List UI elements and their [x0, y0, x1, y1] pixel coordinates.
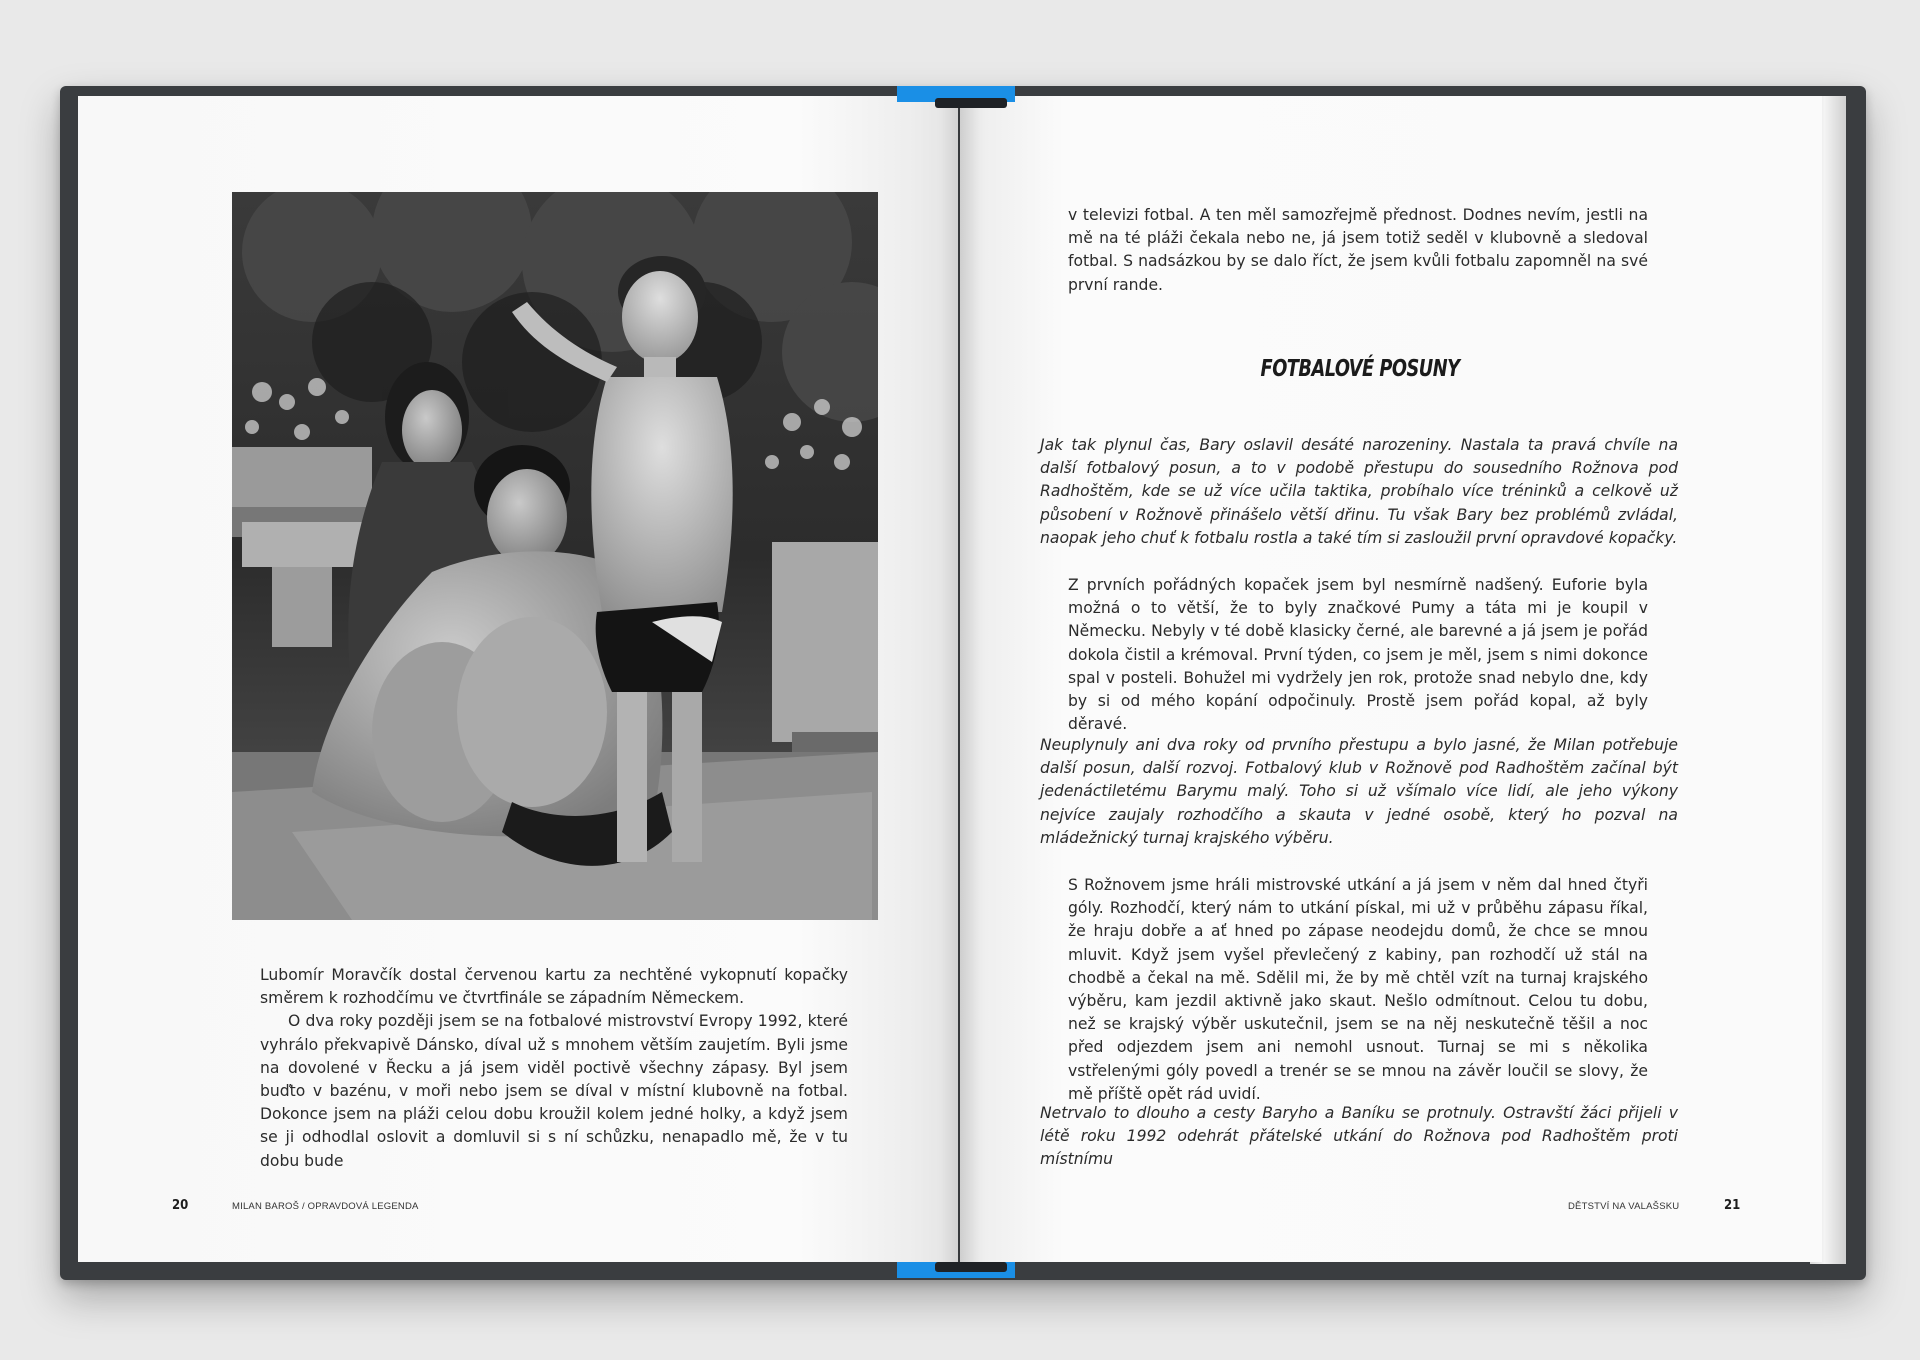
right-page-number: 21	[1724, 1198, 1741, 1213]
right-paragraph-3	[1068, 574, 1648, 736]
right-paragraph-1-text: v televizi fotbal. A ten měl samozřejmě přednost. Dodnes nevím, jestli na mě na té pláži čekala nebo ne, já jsem totiž seděl v klubovně a sledoval fotbal. S nadsázkou by se dalo říct, že jsem kvůli fotbalu zapomněl na své první rande.	[1068, 206, 1648, 294]
headband-bottom	[935, 1262, 1007, 1272]
left-paragraph-1: Lubomír Moravčík dostal červenou kartu za nechtěné vykopnutí kopačky směrem k rozhodčímu ve čtvrtfinále se západním Německem.	[260, 966, 848, 1008]
right-paragraph-2-text: Jak tak plynul čas, Bary oslavil desáté narozeniny. Nastala ta pravá chvíle na další fotbalový posun, a to v podobě přestupu do sousedního Rožnova pod Radhoštěm, kde se už více učila taktika, probíhalo více tréninků a celkově už působení v Rožnově přinášelo větší dřinu. Tu však Bary bez problémů zvládal, naopak jeho chuť k fotbalu rostla a také tím si zasloužil první opravdové kopačky.	[1040, 436, 1678, 547]
left-page-body	[260, 964, 848, 1173]
right-paragraph-3-text: Z prvních pořádných kopaček jsem byl nesmírně nadšený. Euforie byla možná o to větší, že to byly značkové Pumy a táta mi je koupil v Německu. Nebyly v té době klasicky černé, ale barevné a já jsem je pořád dokola čistil a krémoval. První týden, co jsem je měl, jsem s nimi dokonce spal v posteli. Bohužel mi vydržely jen rok, protože snad nebylo dne, kdy by si od mého kopání odpočinuly. Prostě jsem pořád kopal, až byly děravé.	[1068, 576, 1648, 734]
left-running-head: MILAN BAROŠ / OPRAVDOVÁ LEGENDA	[232, 1201, 419, 1212]
family-photo	[232, 192, 878, 920]
right-paragraph-6	[1040, 1102, 1678, 1172]
right-paragraph-2	[1040, 434, 1678, 550]
right-paragraph-5	[1068, 874, 1648, 1106]
gutter-shadow	[940, 96, 980, 1262]
left-page-number: 20	[172, 1198, 189, 1213]
right-paragraph-1	[1068, 204, 1648, 297]
right-paragraph-6-text: Netrvalo to dlouho a cesty Baryho a Baníku se protnuly. Ostravští žáci přijeli v létě roku 1992 odehrát přátelské utkání do Rožnova pod Radhoštěm proti místnímu	[1040, 1104, 1678, 1169]
right-paragraph-4-text: Neuplynuly ani dva roky od prvního přestupu a bylo jasné, že Milan potřebuje další posun, další rozvoj. Fotbalový klub v Rožnově pod Radhoštěm začínal být jedenáctiletému Barymu malý. Toho si už všímalo více lidí, ale jeho výkony nejvíce zaujaly rozhodčího a skauta v jedné osobě, který ho pozval na mládežnický turnaj krajského výběru.	[1040, 736, 1678, 847]
family-photo-illustration	[232, 192, 878, 920]
left-paragraph-2: O dva roky později jsem se na fotbalové mistrovství Evropy 1992, které vyhrálo překvapivě Dánsko, díval už s mnohem větším zaujetím. Byli jsme na dovolené v Řecku a já jsem viděl poctivě všechny zápasy. Byl jsem buďto v bazénu, v moři nebo jsem se díval v místní klubovně na fotbal. Dokonce jsem na pláži celou dobu kroužil kolem jedné holky, a když jsem se ji odhodlal oslovit a domluvil si s ní schůzku, nenapadlo mě, že v tu dobu bude	[260, 1012, 848, 1170]
right-paragraph-4	[1040, 734, 1678, 850]
chapter-heading: FOTBALOVÉ POSUNY	[1260, 356, 1460, 382]
headband-top	[935, 98, 1007, 108]
right-running-head: DĚTSTVÍ NA VALAŠSKU	[1568, 1201, 1680, 1212]
right-paragraph-5-text: S Rožnovem jsme hráli mistrovské utkání a já jsem v něm dal hned čtyři góly. Rozhodčí, který nám to utkání pískal, mi už v průběhu zápasu říkal, že hraju dobře a ať hned po zápase neodejdu domů, že chce se mnou mluvit. Když jsem vyšel převlečený z kabiny, pan rozhodčí už stál na chodbě a čekal na mě. Sdělil mi, že by mě chtěl vzít na turnaj krajského výběru, kam jezdil aktivně jako skaut. Nešlo odmítnout. Celou tu dobu, než se krajský výběr uskutečnil, jsem se na něj neskutečně těšil a noc před odjezdem jsem ani nemohl usnout. Turnaj se mi s několika vstřelenými góly povedl a trenér se se mnou na závěr loučil se slovy, že mě příště opět rád uvidí.	[1068, 876, 1648, 1103]
